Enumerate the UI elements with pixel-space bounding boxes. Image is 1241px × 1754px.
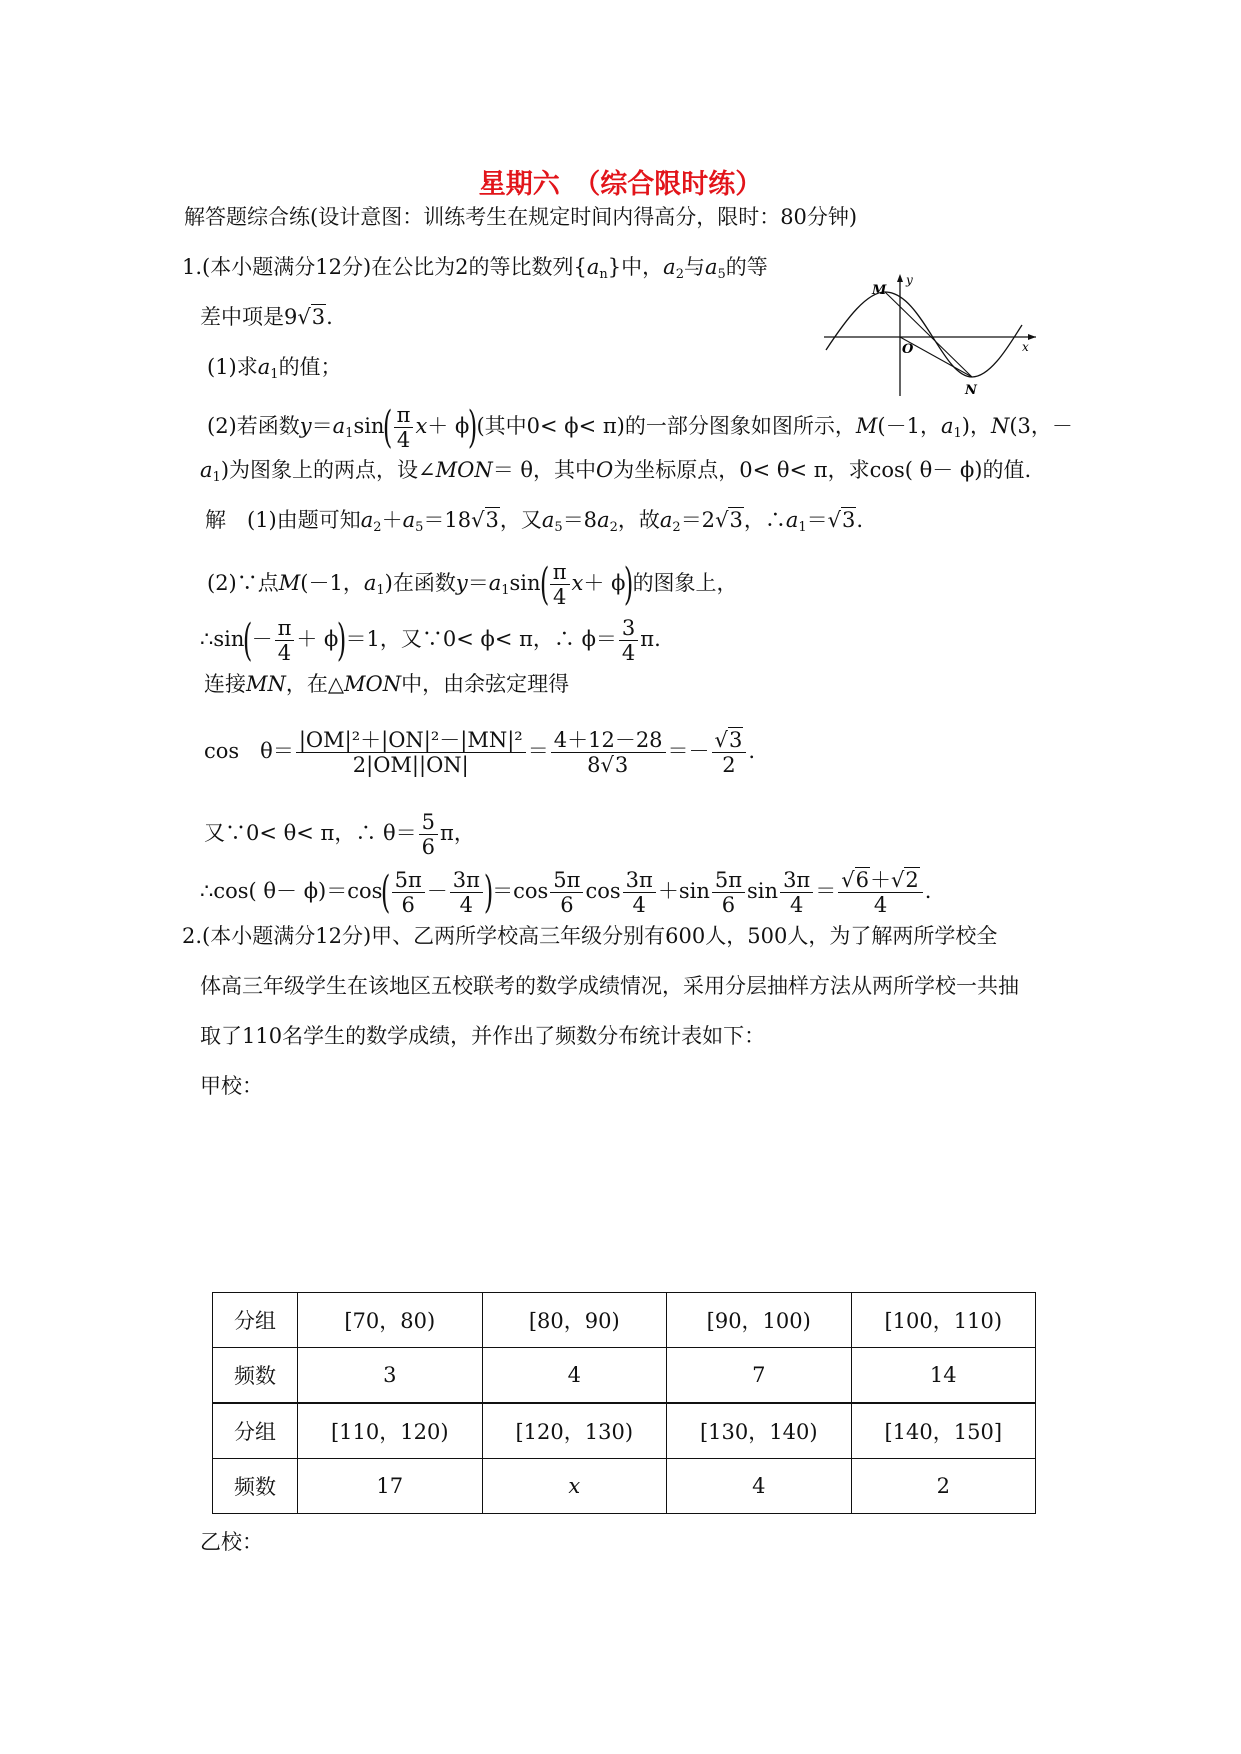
table-cell: x: [482, 1459, 667, 1514]
q1-line-1: 1.(本小题满分12分)在公比为2的等比数列$\{a_n\}$中，$a_2$与$a_5$的等: [182, 255, 768, 282]
label-O: O: [902, 342, 914, 357]
q2-line-3: 取了110名学生的数学成绩，并作出了频数分布统计表如下：: [200, 1024, 766, 1048]
table-cell: [120，130): [482, 1403, 667, 1459]
fraction: $\frac{4+12-28}{8√3}$: [551, 728, 666, 777]
q1-part-1: (1)求$a_1$的值；: [207, 355, 342, 382]
table-cell: [90，100): [667, 1293, 852, 1348]
table-cell: [130，140): [667, 1403, 852, 1459]
q1-line-2: 差中项是9√3.: [200, 305, 333, 329]
table-header-cell: 分组: [213, 1293, 298, 1348]
fraction: $\frac{\pi}{4}$: [275, 616, 295, 665]
q1-solution-3: ∴sin(－ $\frac{\pi}{4}$ ＋ ϕ)＝1，又∵0< ϕ< π，∴ ϕ＝ $\frac{3}{4}$ π.: [200, 614, 661, 666]
q1-part-2: (2)若函数$y=a_1\sin$( $\frac{\pi}{4}$ x＋ ϕ)(其中0< ϕ< π)的一部分图象如图所示，M(－1，$a_1$)，N(3，－: [207, 401, 1073, 453]
intro-text: 解答题综合练(设计意图：训练考生在规定时间内得高分，限时：80分钟): [184, 205, 858, 229]
label-y: y: [906, 273, 913, 287]
fraction: $\frac{3}{4}$: [619, 616, 638, 665]
fraction: $\frac{\pi}{4}$: [550, 560, 570, 609]
fraction: $\frac{√6+√2}{4}$: [838, 868, 923, 917]
table-cell: [70，80): [298, 1293, 483, 1348]
fraction: $\frac{5\pi}{6}$: [392, 868, 425, 917]
table-row: [213, 1403, 1036, 1459]
x-axis-arrow: [1028, 334, 1036, 340]
page-title: 星期六 （综合限时练）: [478, 169, 763, 200]
q2-line-2: 体高三年级学生在该地区五校联考的数学成绩情况，采用分层抽样方法从两所学校一共抽: [200, 974, 1019, 998]
table-cell: 3: [298, 1348, 483, 1404]
table-cell: 4: [482, 1348, 667, 1404]
fraction: $\frac{\text{|OM|²＋|ON|²－|MN|²}}{2|OM||ON|}$: [296, 728, 526, 777]
fraction: $\frac{√3}{2}$: [712, 728, 747, 777]
label-x: x: [1022, 340, 1029, 354]
table-cell: [140，150]: [851, 1403, 1036, 1459]
table-row: [213, 1348, 1036, 1404]
y-axis-arrow: [897, 274, 903, 282]
segment-MN: [885, 292, 972, 377]
table-row: [213, 1459, 1036, 1514]
fraction: $\frac{3\pi}{4}$: [780, 868, 813, 917]
table-header-cell: 频数: [213, 1348, 298, 1404]
fraction: $\frac{5\pi}{6}$: [550, 868, 583, 917]
table-cell: [100，110): [851, 1293, 1036, 1348]
school-b-label: 乙校：: [200, 1530, 263, 1554]
school-a-label: 甲校：: [200, 1074, 263, 1098]
table-cell: 2: [851, 1459, 1036, 1514]
label-N: N: [965, 383, 977, 398]
table-cell: [110，120): [298, 1403, 483, 1459]
label-M: M: [872, 283, 887, 298]
fraction: $\frac{5}{6}$: [419, 810, 438, 859]
sine-curve: [826, 292, 1022, 377]
fraction: $\frac{3\pi}{4}$: [623, 868, 656, 917]
fraction: $\frac{\pi}{4}$: [394, 403, 414, 452]
table-cell: 4: [667, 1459, 852, 1514]
q1-number: 1.: [182, 255, 203, 279]
table-header-cell: 频数: [213, 1459, 298, 1514]
table-cell: 7: [667, 1348, 852, 1404]
q1-solution-4: 连接MN，在△MON中，由余弦定理得: [204, 672, 570, 696]
table-cell: [80，90): [482, 1293, 667, 1348]
table-header-cell: 分组: [213, 1403, 298, 1459]
q1-part-2-cont: $a_1$)为图象上的两点，设∠MON＝ θ，其中O为坐标原点，0< θ< π，求cos( θ－ ϕ)的值.: [200, 458, 1032, 485]
fraction: $\frac{5\pi}{6}$: [712, 868, 745, 917]
q1-solution-5: cos θ＝ $\frac{\text{|OM|²＋|ON|²－|MN|²}}{2|OM||ON|}$ ＝ $\frac{4+12-28}{8√3}$ ＝－ $\frac{√3}{2}$ .: [204, 728, 755, 777]
fraction: $\frac{3\pi}{4}$: [450, 868, 483, 917]
table-cell: 14: [851, 1348, 1036, 1404]
q1-solution-2: (2)∵点M(－1，$a_1$)在函数$y=a_1\sin$( $\frac{\pi}{4}$ x＋ ϕ)的图象上，: [207, 558, 738, 610]
q2-line-1: 2.(本小题满分12分)甲、乙两所学校高三年级分别有600人，500人，为了解两所学校全: [182, 924, 998, 948]
q2-number: 2.: [182, 924, 203, 948]
q1-solution-1: 解 (1)由题可知$a_2+a_5=18√3$，又$a_5=8a_2$，故$a_2=2√3$，$\therefore a_1=√3$.: [205, 508, 864, 535]
sine-graph: [822, 270, 1042, 400]
table-cell: 17: [298, 1459, 483, 1514]
q1-solution-6: 又∵0< θ< π，∴ θ＝ $\frac{5}{6}$ π，: [204, 810, 475, 859]
frequency-table: [212, 1292, 1036, 1514]
q1-solution-7: ∴cos( θ－ ϕ)＝cos( $\frac{5\pi}{6}$ － $\frac{3\pi}{4}$ )＝cos $\frac{5\pi}{6}$ cos $\frac{3\pi}{4}$ ＋sin $\frac{5\pi}{6}$ sin $\frac{3\pi}{4}$ ＝ $\frac{√6+√2}{4}$ .: [200, 866, 932, 918]
table-row: [213, 1293, 1036, 1348]
